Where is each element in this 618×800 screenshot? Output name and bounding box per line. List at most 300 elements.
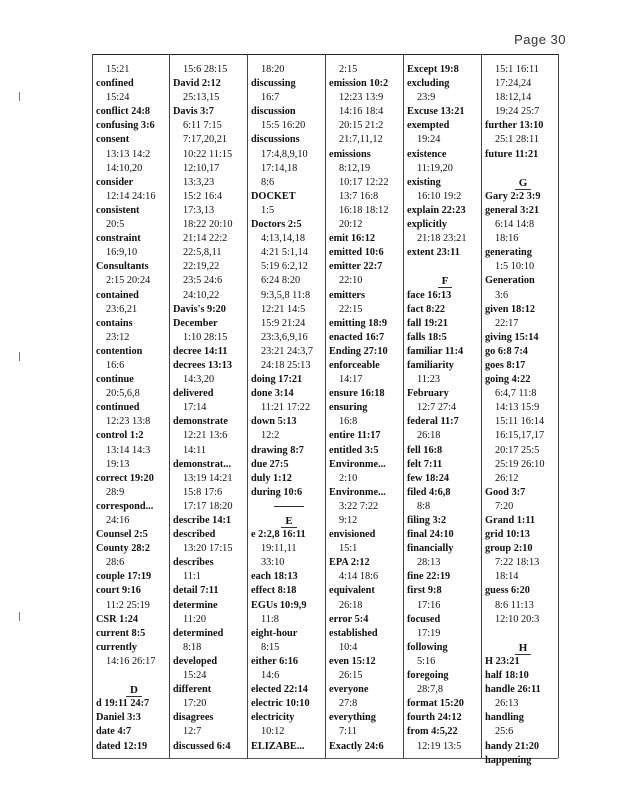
index-reference: 6:4,7 11:8 <box>495 388 537 400</box>
index-reference: 14:16 26:17 <box>106 655 156 667</box>
index-entry: developed <box>173 655 218 667</box>
index-reference: 15:11 16:14 <box>495 416 545 428</box>
section-letter <box>96 683 172 697</box>
index-entry: explicitly <box>407 219 448 231</box>
index-reference: 6:24 8:20 <box>261 275 301 287</box>
index-reference: 17:20 <box>183 698 207 710</box>
index-entry: Daniel 3:3 <box>96 712 141 724</box>
index-entry: done 3:14 <box>251 388 294 400</box>
index-reference: 27:8 <box>339 698 358 710</box>
index-entry: emitted 10:6 <box>329 247 384 259</box>
index-entry: court 9:16 <box>96 585 141 597</box>
index-reference: 16:6 <box>106 359 125 371</box>
index-entry: elected 22:14 <box>251 684 308 696</box>
index-reference: 12:21 13:6 <box>183 430 228 442</box>
index-reference: 12:10 20:3 <box>495 613 540 625</box>
index-reference: 16:7 <box>261 92 280 104</box>
index-reference: 23:12 <box>106 331 130 343</box>
index-reference: 2:15 20:24 <box>106 275 151 287</box>
index-entry: decree 14:11 <box>173 345 228 357</box>
index-reference: 28:7,8 <box>417 684 444 696</box>
index-entry: familiarity <box>407 359 454 371</box>
index-reference: 10:17 12:22 <box>339 176 389 188</box>
index-reference: 22:5,8,11 <box>183 247 222 259</box>
index-entry: Davis's 9:20 <box>173 303 226 315</box>
index-entry: each 18:13 <box>251 571 298 583</box>
index-entry: EGUs 10:9,9 <box>251 599 307 611</box>
index-reference: 25:1 28:11 <box>495 134 539 146</box>
index-entry: format 15:20 <box>407 698 464 710</box>
section-letter <box>407 274 483 288</box>
index-reference: 8:12,19 <box>339 162 371 174</box>
index-entry: happening <box>485 754 532 766</box>
index-reference: 15:1 16:11 <box>495 64 539 75</box>
index-entry: CSR 1:24 <box>96 613 139 625</box>
index-entry: electric 10:10 <box>251 698 310 710</box>
index-entry: delivered <box>173 388 214 400</box>
index-reference: 19:24 <box>417 134 441 146</box>
index-entry: exempted <box>407 120 450 132</box>
index-reference: 16:10 19:2 <box>417 190 462 202</box>
index-entry: grid 10:13 <box>485 529 530 541</box>
index-entry: final 24:10 <box>407 529 454 541</box>
index-entry: either 6:16 <box>251 655 298 667</box>
index-entry: contained <box>96 289 139 301</box>
index-reference: 11:21 17:22 <box>261 402 311 414</box>
index-entry: emitting 18:9 <box>329 317 388 329</box>
index-entry: consistent <box>96 204 140 216</box>
index-reference: 33:10 <box>261 557 285 569</box>
index-reference: 12:23 13:9 <box>339 92 384 104</box>
index-entry: Counsel 2:5 <box>96 529 148 541</box>
page-number: Page 30 <box>514 32 566 47</box>
index-reference: 22:17 <box>495 317 519 329</box>
index-entry: fine 22:19 <box>407 571 451 583</box>
index-entry: detail 7:11 <box>173 585 219 597</box>
index-entry: given 18:12 <box>485 303 536 315</box>
index-reference: 17:14,18 <box>261 162 298 174</box>
index-entry: ELIZABE... <box>251 740 305 752</box>
margin-mark <box>19 612 20 621</box>
index-entry: felt 7:11 <box>407 458 443 470</box>
index-entry: fourth 24:12 <box>407 712 462 724</box>
index-entry: effect 8:18 <box>251 585 297 597</box>
index-entry: emitters <box>329 289 366 301</box>
index-reference: 11:20 <box>183 613 207 625</box>
index-column-3 <box>251 63 327 754</box>
index-entry: ensuring <box>329 402 368 414</box>
index-reference: 14:13 15:9 <box>495 402 540 414</box>
separator-line <box>274 506 304 507</box>
index-reference: 26:18 <box>339 599 363 611</box>
index-reference: 23:21 24:3,7 <box>261 345 314 357</box>
index-reference: 22:19,22 <box>183 261 220 273</box>
index-reference: 21:14 22:2 <box>183 233 228 245</box>
index-entry: goes 8:17 <box>485 359 526 371</box>
index-entry: described <box>173 529 216 541</box>
index-entry: fell 16:8 <box>407 444 443 456</box>
index-reference: 19:24 25:7 <box>495 106 540 118</box>
blank-line <box>96 669 172 683</box>
index-entry: first 9:8 <box>407 585 442 597</box>
index-reference: 26:15 <box>339 670 363 682</box>
index-entry: handy 21:20 <box>485 740 540 752</box>
index-reference: 19:13 <box>106 458 130 470</box>
index-entry: duly 1:12 <box>251 472 292 484</box>
index-entry: continued <box>96 402 140 414</box>
section-letter-label: G <box>515 177 532 190</box>
index-entry: constraint <box>96 233 141 245</box>
index-entry: demonstrat... <box>173 458 232 470</box>
index-entry: December <box>173 317 218 329</box>
index-entry: extent 23:11 <box>407 247 460 259</box>
index-reference: 13:14 14:3 <box>106 444 151 456</box>
index-entry: filed 4:6,8 <box>407 486 451 498</box>
index-reference: 10:22 11:15 <box>183 148 233 160</box>
index-entry: emit 16:12 <box>329 233 376 245</box>
section-letter-label: H <box>515 642 532 655</box>
index-reference: 1:5 10:10 <box>495 261 535 273</box>
index-entry: February <box>407 388 449 400</box>
index-entry: Except 19:8 <box>407 64 459 75</box>
index-reference: 17:24,24 <box>495 78 532 90</box>
section-separator <box>251 500 327 514</box>
index-reference: 12:10,17 <box>183 162 220 174</box>
index-reference: 14:11 <box>183 444 207 456</box>
section-letter <box>251 514 327 528</box>
index-reference: 23:3,6,9,16 <box>261 331 308 343</box>
index-reference: 8:8 <box>417 500 431 512</box>
index-entry: Environme... <box>329 486 386 498</box>
index-entry: financially <box>407 543 454 555</box>
index-reference: 7:17,20,21 <box>183 134 228 146</box>
index-reference: 22:15 <box>339 303 363 315</box>
index-entry: further 13:10 <box>485 120 544 132</box>
index-entry: excluding <box>407 78 450 90</box>
index-reference: 15:2 16:4 <box>183 190 223 202</box>
index-entry: demonstrate <box>173 416 228 428</box>
index-entry: emitter 22:7 <box>329 261 383 273</box>
index-entry: existence <box>407 148 447 160</box>
index-column-2 <box>173 63 249 754</box>
index-reference: 21:18 23:21 <box>417 233 467 245</box>
index-entry: e 2:2,8 16:11 <box>251 529 306 541</box>
index-entry: face 16:13 <box>407 289 452 301</box>
index-reference: 1:5 <box>261 204 275 216</box>
index-reference: 9:3,5,8 11:8 <box>261 289 311 301</box>
index-reference: 5:19 6:2,12 <box>261 261 308 273</box>
index-reference: 12:7 27:4 <box>417 402 457 414</box>
index-entry: future 11:21 <box>485 148 539 160</box>
index-reference: 16:9,10 <box>106 247 138 259</box>
index-reference: 21:7,11,12 <box>339 134 383 146</box>
index-reference: 23:6,21 <box>106 303 138 315</box>
index-entry: correct 19:20 <box>96 472 154 484</box>
index-reference: 17:14 <box>183 402 207 414</box>
index-entry: Gary 2:2 3:9 <box>485 190 541 202</box>
index-entry: consent <box>96 134 130 146</box>
index-entry: entitled 3:5 <box>329 444 379 456</box>
margin-mark <box>19 92 20 101</box>
index-reference: 4:13,14,18 <box>261 233 306 245</box>
index-entry: fact 8:22 <box>407 303 446 315</box>
index-reference: 8:6 11:13 <box>495 599 534 611</box>
index-entry: discussed 6:4 <box>173 740 231 752</box>
index-reference: 12:21 14:5 <box>261 303 306 315</box>
index-entry: entire 11:17 <box>329 430 381 442</box>
index-reference: 1:10 28:15 <box>183 331 228 343</box>
index-reference: 19:11,11 <box>261 543 297 555</box>
index-entry: H 23:21 <box>485 655 520 667</box>
index-entry: go 6:8 7:4 <box>485 345 528 357</box>
index-reference: 28:9 <box>106 486 125 498</box>
index-reference: 18:22 20:10 <box>183 219 233 231</box>
index-reference: 7:22 18:13 <box>495 557 540 569</box>
index-reference: 26:12 <box>495 472 519 484</box>
index-reference: 17:17 18:20 <box>183 500 233 512</box>
index-reference: 20:15 21:2 <box>339 120 384 132</box>
index-entry: discussing <box>251 78 296 90</box>
index-entry: even 15:12 <box>329 655 376 667</box>
index-entry: conflict 24:8 <box>96 106 151 118</box>
index-reference: 9:12 <box>339 515 358 526</box>
index-entry: everyone <box>329 684 369 696</box>
index-entry: discussions <box>251 134 300 146</box>
index-entry: DOCKET <box>251 190 296 202</box>
index-reference: 28:6 <box>106 557 125 569</box>
margin-mark <box>19 352 20 361</box>
index-reference: 20:5 <box>106 219 125 231</box>
index-reference: 23:9 <box>417 92 436 104</box>
index-entry: Excuse 13:21 <box>407 106 465 118</box>
index-reference: 24:16 <box>106 515 130 526</box>
index-reference: 24:10,22 <box>183 289 220 301</box>
index-entry: filing 3:2 <box>407 515 447 526</box>
index-reference: 3:6 <box>495 289 509 301</box>
index-entry: existing <box>407 176 441 188</box>
index-reference: 14:17 <box>339 374 363 386</box>
index-reference: 17:4,8,9,10 <box>261 148 308 160</box>
index-reference: 8:15 <box>261 641 280 653</box>
index-entry: going 4:22 <box>485 374 531 386</box>
index-entry: d 19:11 24:7 <box>96 698 150 710</box>
index-entry: foregoing <box>407 670 449 682</box>
index-reference: 6:11 7:15 <box>183 120 222 132</box>
index-entry: envisioned <box>329 529 376 541</box>
index-entry: federal 11:7 <box>407 416 459 428</box>
index-reference: 18:20 <box>261 64 285 75</box>
index-reference: 12:2 <box>261 430 280 442</box>
index-reference: 14:6 <box>261 670 280 682</box>
index-reference: 15:9 21:24 <box>261 317 306 329</box>
index-reference: 28:13 <box>417 557 441 569</box>
column-divider <box>92 54 93 758</box>
blank-line <box>485 162 561 176</box>
index-reference: 8:6 <box>261 176 275 188</box>
index-reference: 14:16 18:4 <box>339 106 384 118</box>
index-entry: couple 17:19 <box>96 571 152 583</box>
index-column-5 <box>407 63 483 754</box>
index-reference: 18:14 <box>495 571 519 583</box>
index-reference: 11:2 25:19 <box>106 599 150 611</box>
index-reference: 23:5 24:6 <box>183 275 223 287</box>
index-reference: 15:8 17:6 <box>183 486 223 498</box>
index-reference: 14:10,20 <box>106 162 143 174</box>
index-reference: 6:14 14:8 <box>495 219 535 231</box>
index-entry: Generation <box>485 275 535 287</box>
index-entry: Doctors 2:5 <box>251 219 302 231</box>
index-reference: 18:12,14 <box>495 92 532 104</box>
index-column-6 <box>485 63 561 768</box>
index-entry: disagrees <box>173 712 214 724</box>
index-entry: falls 18:5 <box>407 331 447 343</box>
index-entry: Davis 3:7 <box>173 106 214 118</box>
index-entry: ensure 16:18 <box>329 388 385 400</box>
index-entry: giving 15:14 <box>485 331 539 343</box>
blank-line <box>407 260 483 274</box>
index-reference: 4:14 18:6 <box>339 571 379 583</box>
index-reference: 16:15,17,17 <box>495 430 545 442</box>
index-reference: 25:19 26:10 <box>495 458 545 470</box>
index-reference: 7:20 <box>495 500 514 512</box>
index-reference: 12:14 24:16 <box>106 190 156 202</box>
section-letter-label: D <box>126 684 142 697</box>
index-entry: due 27:5 <box>251 458 289 470</box>
index-reference: 3:22 7:22 <box>339 500 379 512</box>
index-entry: down 5:13 <box>251 416 297 428</box>
index-entry: currently <box>96 641 137 653</box>
index-entry: from 4:5,22 <box>407 726 458 738</box>
index-reference: 20:5,6,8 <box>106 388 140 400</box>
index-reference: 7:11 <box>339 726 357 738</box>
index-reference: 26:13 <box>495 698 519 710</box>
index-reference: 16:18 18:12 <box>339 204 389 216</box>
index-entry: familiar 11:4 <box>407 345 464 357</box>
section-letter <box>485 641 561 655</box>
index-reference: 22:10 <box>339 275 363 287</box>
index-reference: 2:10 <box>339 472 358 484</box>
index-entry: confusing 3:6 <box>96 120 155 132</box>
section-letter-label: F <box>438 275 453 288</box>
index-entry: eight-hour <box>251 627 298 639</box>
index-entry: explain 22:23 <box>407 204 466 216</box>
index-reference: 15:24 <box>106 92 130 104</box>
index-entry: Exactly 24:6 <box>329 740 384 752</box>
index-entry: determined <box>173 627 224 639</box>
index-reference: 20:17 25:5 <box>495 444 540 456</box>
index-entry: handling <box>485 712 524 724</box>
index-entry: control 1:2 <box>96 430 144 442</box>
index-entry: electricity <box>251 712 295 724</box>
index-column-1 <box>96 63 172 754</box>
index-entry: discussion <box>251 106 296 118</box>
index-entry: half 18:10 <box>485 670 529 682</box>
index-reference: 20:12 <box>339 219 363 231</box>
index-reference: 11:1 <box>183 571 201 583</box>
index-entry: generating <box>485 247 532 259</box>
index-reference: 25:13,15 <box>183 92 220 104</box>
index-entry: consider <box>96 176 134 188</box>
index-entry: general 3:21 <box>485 204 540 216</box>
index-reference: 2:15 <box>339 64 358 75</box>
index-reference: 10:4 <box>339 641 358 653</box>
index-reference: 12:7 <box>183 726 202 738</box>
index-reference: 4:21 5:1,14 <box>261 247 308 259</box>
index-entry: handle 26:11 <box>485 684 541 696</box>
index-entry: everything <box>329 712 376 724</box>
index-reference: 11:23 <box>417 374 441 386</box>
index-entry: fall 19:21 <box>407 317 448 329</box>
index-entry: confined <box>96 78 134 90</box>
blank-line <box>485 627 561 641</box>
index-reference: 25:6 <box>495 726 514 738</box>
index-entry: different <box>173 684 212 696</box>
index-reference: 11:19,20 <box>417 162 453 174</box>
index-reference: 15:21 <box>106 64 130 75</box>
index-reference: 17:16 <box>417 599 441 611</box>
index-reference: 14:3,20 <box>183 374 215 386</box>
index-entry: Grand 1:11 <box>485 515 536 526</box>
index-reference: 15:24 <box>183 670 207 682</box>
index-entry: enforceable <box>329 359 380 371</box>
index-entry: decrees 13:13 <box>173 359 232 371</box>
index-reference: 11:8 <box>261 613 279 625</box>
index-entry: emission 10:2 <box>329 78 389 90</box>
index-entry: County 28:2 <box>96 543 151 555</box>
index-reference: 26:18 <box>417 430 441 442</box>
index-entry: few 18:24 <box>407 472 450 484</box>
index-column-4 <box>329 63 405 754</box>
index-entry: Consultants <box>96 261 149 273</box>
index-entry: Ending 27:10 <box>329 345 388 357</box>
index-entry: focused <box>407 613 441 625</box>
index-entry: determine <box>173 599 218 611</box>
index-entry: describe 14:1 <box>173 515 232 526</box>
index-entry: equivalent <box>329 585 375 597</box>
index-reference: 13:3,23 <box>183 176 215 188</box>
index-reference: 18:16 <box>495 233 519 245</box>
index-entry: Good 3:7 <box>485 486 526 498</box>
index-reference: 13:20 17:15 <box>183 543 233 555</box>
index-reference: 5:16 <box>417 655 436 667</box>
section-letter <box>485 176 561 190</box>
index-reference: 12:19 13:5 <box>417 740 462 752</box>
index-reference: 8:18 <box>183 641 202 653</box>
index-entry: drawing 8:7 <box>251 444 304 456</box>
index-entry: during 10:6 <box>251 486 303 498</box>
index-entry: contains <box>96 317 133 329</box>
index-entry: following <box>407 641 448 653</box>
index-reference: 10:12 <box>261 726 285 738</box>
index-reference: 15:6 28:15 <box>183 64 228 75</box>
index-entry: enacted 16:7 <box>329 331 385 343</box>
index-entry: doing 17:21 <box>251 374 303 386</box>
index-entry: group 2:10 <box>485 543 533 555</box>
index-entry: dated 12:19 <box>96 740 148 752</box>
index-entry: describes <box>173 557 214 569</box>
index-entry: Environme... <box>329 458 386 470</box>
index-entry: contention <box>96 345 143 357</box>
index-entry: current 8:5 <box>96 627 146 639</box>
index-reference: 17:3,13 <box>183 204 215 216</box>
index-reference: 13:19 14:21 <box>183 472 233 484</box>
section-letter-label: E <box>281 515 296 528</box>
index-reference: 13:7 16:8 <box>339 190 379 202</box>
index-entry: David 2:12 <box>173 78 221 90</box>
index-entry: continue <box>96 374 134 386</box>
index-entry: correspond... <box>96 500 154 512</box>
index-reference: 15:5 16:20 <box>261 120 306 132</box>
